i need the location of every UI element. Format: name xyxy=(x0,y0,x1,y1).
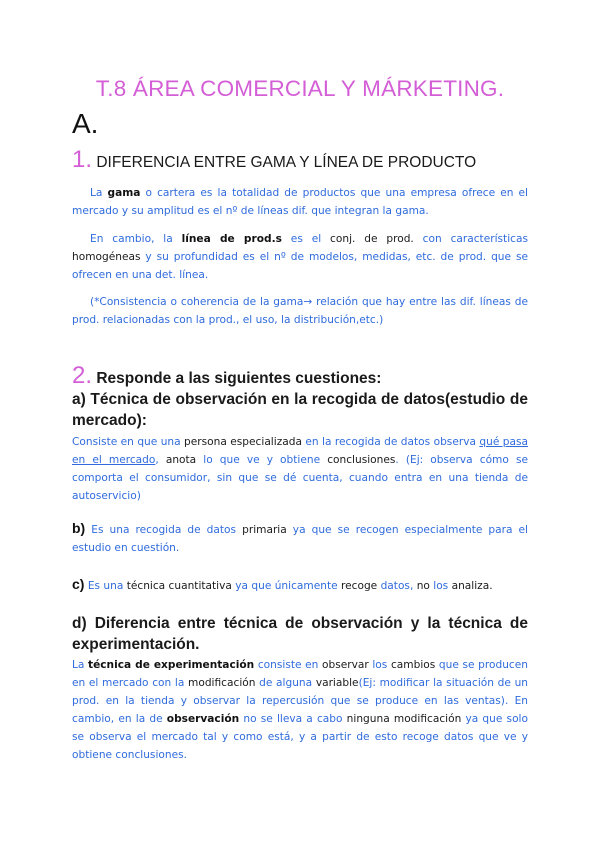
paragraph-consistencia: (*Consistencia o coherencia de la gama→ relación que hay entre las dif. líneas de prod. relacionadas con la prod., el uso, la distribución,etc.) xyxy=(72,296,528,326)
section-title: Responde a las siguientes cuestiones: xyxy=(96,370,382,387)
paragraph-linea: En cambio, la línea de prod.s es el conj. de prod. con características homogéneas y su profundidad es el nº de modelos, medidas, etc. de prod. que se ofrecen en una det. línea. xyxy=(72,233,528,281)
question-a-heading: a) Técnica de observación en la recogida de datos(estudio de mercado): xyxy=(72,391,528,429)
answer-a: Consiste en que una persona especializada en la recogida de datos observa qué pasa en el mercado, anota lo que ve y obtiene conclusiones. (Ej: observa cómo se comporta el consumidor, sin que se dé cuenta, cuando entra en una tienda de autoservicio) xyxy=(72,436,528,502)
section-title: DIFERENCIA ENTRE GAMA Y LÍNEA DE PRODUCTO xyxy=(96,154,477,171)
section-2-heading xyxy=(72,362,381,390)
answer-b: b) Es una recogida de datos primaria ya que se recogen especialmente para el estudio en cuestión. xyxy=(72,520,528,554)
section-1-heading xyxy=(72,146,476,174)
paragraph-gama: La gama o cartera es la totalidad de productos que una empresa ofrece en el mercado y su amplitud es el nº de líneas dif. que integran la gama. xyxy=(72,187,528,217)
document-title: T.8 ÁREA COMERCIAL Y MÁRKETING. xyxy=(95,76,505,101)
section-number: 2. xyxy=(72,362,93,389)
answer-c: c) Es una técnica cuantitativa ya que únicamente recoge datos, no los analiza. xyxy=(72,576,493,592)
question-d-heading: d) Diferencia entre técnica de observación y la técnica de experimentación. xyxy=(72,615,528,653)
section-number: 1. xyxy=(72,146,93,173)
section-letter: A. xyxy=(72,108,99,139)
answer-d: La técnica de experimentación consiste en observar los cambios que se producen en el mercado con la modificación de alguna variable(Ej: modificar la situación de un prod. en la tienda y observar la repercusión que se produce en las ventas). En cambio, en la de observación no se lleva a cabo ninguna modificación ya que solo se observa el mercado tal y como está, y a partir de esto recoge datos que ve y obtiene conclusiones. xyxy=(72,659,528,761)
